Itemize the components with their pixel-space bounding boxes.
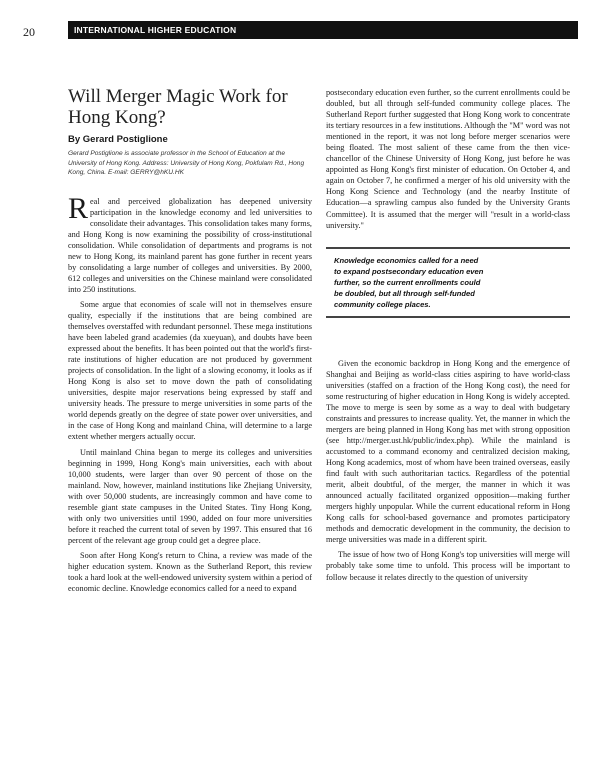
paragraph: Some argue that economies of scale will not in themselves ensure quality, especially if the institutions that are being combined are themselves overstaffed with redundant personnel. These mega institutions have been labeled grand academies (da xueyuan), and doubts have been expressed about the benefits. It has been pointed out that the world's first-rate institutions of higher education are not produced by government projects of consolidation. In the light of a slowing economy, it looks as if Hong Kong is also set to move down the path of consolidating universities, despite major reservations being expressed by staff and university heads. The pressure to merge universities in some parts of the world depends greatly on the degree of state power over universities, and in the case of Hong Kong and mainland China, will determine to a large extent whether mergers actually occur. bbox=[68, 299, 312, 442]
pull-quote-line: community college places. bbox=[334, 299, 431, 309]
article-title: Will Merger Magic Work for Hong Kong? bbox=[68, 86, 288, 128]
paragraph bbox=[68, 191, 312, 295]
byline: By Gerard Postiglione bbox=[68, 134, 168, 145]
paragraph: The issue of how two of Hong Kong's top universities will merge will probably take some time to unfold. This process will be important to follow because it relates directly to the question of university bbox=[326, 550, 570, 582]
author-affiliation: Gerard Postiglione is associate professor in the School of Education at the University of Hong Kong. Address: University of Hong Kong, Pokfulam Rd., Hong Kong, China. E-mail: GERRY@hKU.HK bbox=[68, 150, 305, 176]
drop-cap: R bbox=[68, 191, 89, 225]
pull-quote-line: further, so the current enrollments could bbox=[334, 277, 481, 287]
page-number: 20 bbox=[23, 25, 35, 39]
pull-quote-line: be doubled, but all through self-funded bbox=[334, 288, 475, 298]
paragraph: Soon after Hong Kong's return to China, a review was made of the higher education system. Known as the Sutherland Report, this review took a hard look at the well-endowed university system within a period of economic decline. Knowledge economics called for a need to expand bbox=[68, 550, 312, 594]
left-column bbox=[68, 86, 312, 594]
paragraph: Given the economic backdrop in Hong Kong and the emergence of Shanghai and Beijing as world-class cities aspiring to have world-class universities (staffed on a fraction of the Hong Kong cost), the need for some restructuring of higher education in Hong Kong is widely accepted. The move to merge is seen by some as a way to deal with budgetary constraints and pressures to increase quality. Yet, the manner in which the mergers are being planned in Hong Kong has met with strong opposition (see http://merger.ust.hk/public/index.php). While the mainland is accustomed to a command economy and centralized decision making, Hong Kong academics, most of whom have been trained overseas, easily find fault with such authoritarian tactics. Regardless of the potential merit, albeit doubtful, of the merger, the manner in which it was announced actually facilitated organized opposition—making further mergers highly unpopular. While the current educational reform in Hong Kong calls for school-based governance and promotes participatory methods and democratic development in the community, the decision to merge universities was made in a different spirit. bbox=[326, 358, 570, 545]
pull-quote-line: Knowledge economics called for a need bbox=[334, 255, 479, 265]
right-column bbox=[326, 87, 570, 583]
paragraph-text: eal and perceived globalization has deepened university participation in the knowledge economy and led universities to consolidate their advantages. This consolidation takes many forms, and Hong Kong is now examining the possibility of cross-institutional consolidation. While consolidation of departments and programs is not new to Hong Kong, its mainland parent has gone further in recent years by consolidating a large number of colleges and universities. By 2000, 612 colleges and universities on the Chinese mainland were consolidated into 250 institutions. bbox=[68, 196, 312, 294]
pull-quote-line: to expand postsecondary education even bbox=[334, 266, 484, 276]
pull-quote bbox=[326, 247, 570, 318]
section-header: INTERNATIONAL HIGHER EDUCATION bbox=[68, 21, 578, 39]
paragraph: postsecondary education even further, so the current enrollments could be doubled, but all through self-funded community college places. The Sutherland Report further suggested that Hong Kong work to concentrate its tertiary resources in a few institutions. Although the "M" word was not mentioned in the report, it was not long before merger scenarios were being floated. The most salient of these came from the then vice-chancellor of the Chinese University of Hong Kong, just before he was appointed as Hong Kong's first minister of education. On October 4, and again on October 7, he confirmed a merger of his old university with the Hong Kong Science and Technology (and the nearby Institute of Education—a sprawling campus also funded by the University Grants Committee). It is assumed that the merger will "result in a world-class university." bbox=[326, 88, 570, 230]
paragraph: Until mainland China began to merge its colleges and universities beginning in 1999, Hong Kong's main universities, each with about 10,000 students, were larger than over 90 percent of those on the mainland. Now, however, mainland institutions like Zhejiang University, with over 50,000 students, are increasingly common and have come to resemble giant state campuses in the United States. Tiny Hong Kong, with only two universities until 1990, added on four more universities before it reached the current total of seven by 1997. This ensured that 16 percent of the relevant age group could get a degree place. bbox=[68, 447, 312, 545]
